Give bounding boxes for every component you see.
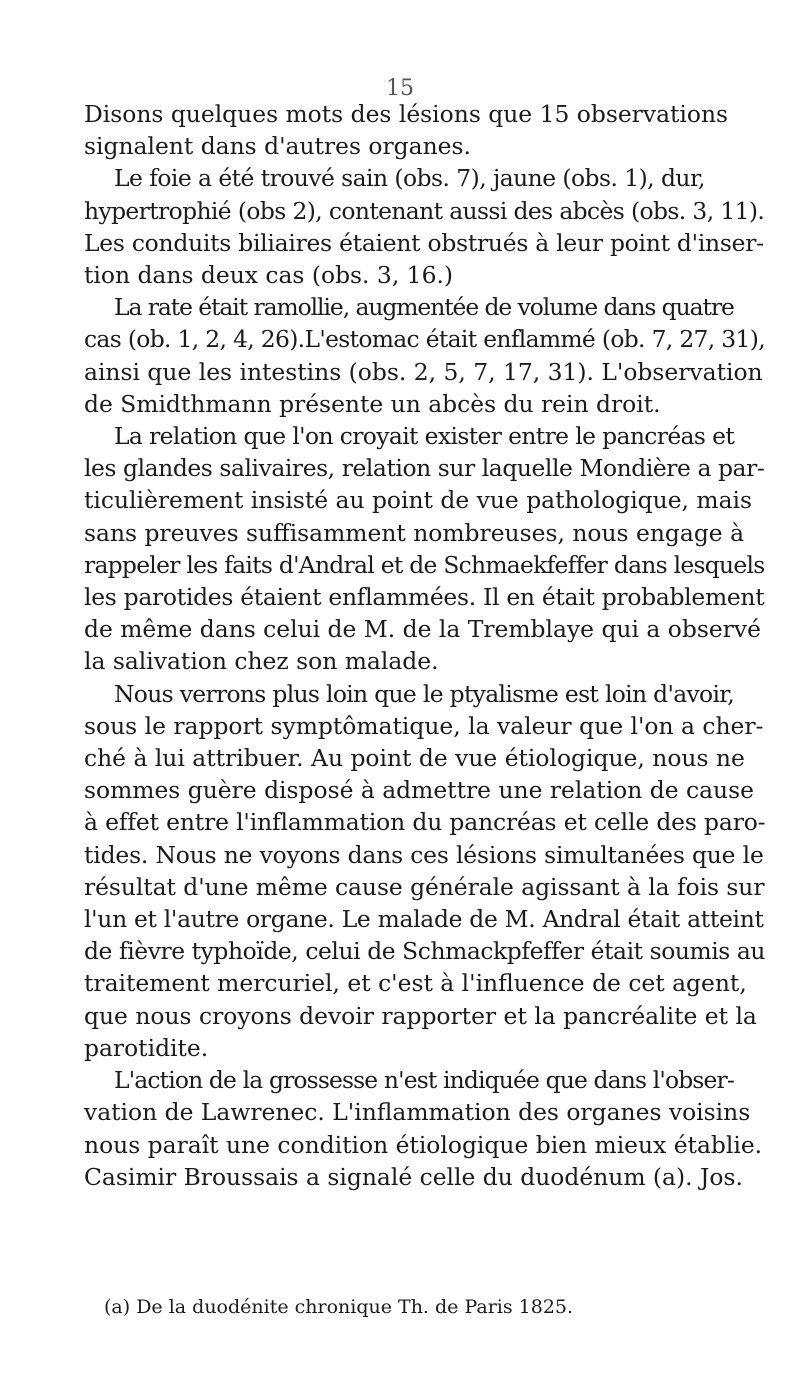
text-line: ché à lui attribuer. Au point de vue étiologique, nous ne bbox=[84, 744, 745, 773]
text-line: nous paraît une condition étiologique bien mieux établie. bbox=[84, 1130, 763, 1159]
text-line: rappeler les faits d'Andral et de Schmaekfeffer dans lesquels bbox=[84, 550, 765, 579]
text-line: parotidite. bbox=[84, 1033, 209, 1062]
text-line: sommes guère disposé à admettre une relation de cause bbox=[84, 776, 754, 805]
text-line: à effet entre l'inflammation du pancréas et celle des paro- bbox=[84, 808, 766, 837]
text-line: Disons quelques mots des lésions que 15 observations bbox=[84, 100, 729, 128]
text-line: sous le rapport symptômatique, la valeur que l'on a cher- bbox=[84, 711, 764, 740]
text-line: Nous verrons plus loin que le ptyalisme est loin d'avoir, bbox=[114, 679, 734, 708]
text-line: Les conduits biliaires étaient obstrués à leur point d'inser- bbox=[84, 228, 764, 257]
text-line: tides. Nous ne voyons dans ces lésions simultanées que le bbox=[84, 840, 764, 869]
text-line: cas (ob. 1, 2, 4, 26).L'estomac était enflammé (ob. 7, 27, 31), bbox=[84, 325, 765, 354]
text-line: les parotides étaient enflammées. Il en était probablement bbox=[84, 583, 765, 612]
text-line: résultat d'une même cause générale agissant à la fois sur bbox=[84, 872, 765, 901]
text-line: de même dans celui de M. de la Tremblaye qui a observé bbox=[84, 615, 761, 644]
text-line: de fièvre typhoïde, celui de Schmackpfeffer était soumis au bbox=[84, 937, 766, 966]
page-number: 15 bbox=[386, 76, 414, 101]
text-line: vation de Lawrenec. L'inflammation des organes voisins bbox=[84, 1098, 751, 1127]
text-line: l'un et l'autre organe. Le malade de M. Andral était atteint bbox=[84, 905, 764, 934]
text-line: hypertrophié (obs 2), contenant aussi des abcès (obs. 3, 11). bbox=[84, 196, 765, 225]
text-line: la salivation chez son malade. bbox=[84, 647, 439, 676]
footnote: (a) De la duodénite chronique Th. de Paris 1825. bbox=[104, 1296, 574, 1318]
text-line: L'action de la grossesse n'est indiquée que dans l'obser- bbox=[114, 1066, 734, 1095]
text-line: Casimir Broussais a signalé celle du duodénum (a). Jos. bbox=[84, 1162, 743, 1191]
text-line: de Smidthmann présente un abcès du rein droit. bbox=[84, 389, 661, 418]
body-text bbox=[84, 98, 764, 1193]
text-line: signalent dans d'autres organes. bbox=[84, 132, 471, 161]
text-line: traitement mercuriel, et c'est à l'influence de cet agent, bbox=[84, 969, 747, 998]
text-line: La rate était ramollie, augmentée de volume dans quatre bbox=[114, 293, 734, 322]
text-line: sans preuves suffisamment nombreuses, nous engage à bbox=[84, 518, 745, 547]
text-line: que nous croyons devoir rapporter et la pancréalite et la bbox=[84, 1001, 757, 1030]
text-line: Le foie a été trouvé sain (obs. 7), jaune (obs. 1), dur, bbox=[114, 164, 705, 193]
text-line: La relation que l'on croyait exister entre le pancréas et bbox=[114, 422, 735, 451]
text-line: tion dans deux cas (obs. 3, 16.) bbox=[84, 261, 454, 290]
text-line: les glandes salivaires, relation sur laquelle Mondière a par- bbox=[84, 454, 765, 483]
text-line: ticulièrement insisté au point de vue pathologique, mais bbox=[84, 486, 753, 515]
text-line: ainsi que les intestins (obs. 2, 5, 7, 17, 31). L'observation bbox=[84, 357, 763, 386]
